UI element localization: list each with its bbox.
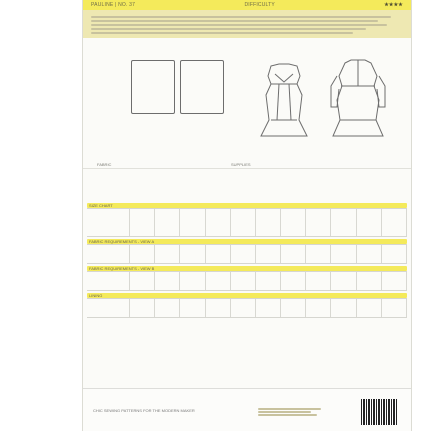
lining-table <box>87 298 407 318</box>
barcode <box>361 399 397 425</box>
fabric-heading: FABRIC <box>97 162 112 167</box>
back-bodice-drawing <box>180 60 224 114</box>
fabric-view-b-band: FABRIC REQUIREMENTS - VIEW B <box>87 266 407 271</box>
difficulty-stars: ★★★★ <box>384 2 403 8</box>
technical-drawings <box>83 38 411 169</box>
row-label <box>87 281 105 290</box>
pattern-number: PAULINE | NO. 37 <box>91 2 136 8</box>
lining-band: LINING <box>87 293 407 298</box>
row-label <box>87 272 105 281</box>
difficulty-label: DIFFICULTY <box>244 2 275 8</box>
footer-brand-text: CHIC SEWING PATTERNS FOR THE MODERN MAKER <box>93 408 195 413</box>
dress-back-drawing <box>327 58 389 138</box>
pattern-description-block <box>83 10 411 38</box>
description-line <box>91 24 387 26</box>
fabric-view-a-table <box>87 244 407 264</box>
row-label <box>87 209 105 218</box>
footer-line <box>258 414 317 416</box>
description-line <box>91 20 378 22</box>
size-chart-table <box>87 208 407 237</box>
top-banner <box>83 0 411 10</box>
row-label <box>87 308 105 317</box>
footer-line <box>258 411 311 413</box>
dress-front-drawing <box>253 62 315 138</box>
fabric-view-a-band: FABRIC REQUIREMENTS - VIEW A <box>87 239 407 244</box>
size-chart-band: SIZE CHART <box>87 203 407 208</box>
fabric-view-b-table <box>87 271 407 291</box>
row-label <box>87 254 105 263</box>
row-label <box>87 245 105 254</box>
row-label <box>87 227 105 236</box>
measurement-section <box>83 162 411 318</box>
row-label <box>87 299 105 308</box>
front-bodice-drawing <box>131 60 175 114</box>
footer-line <box>258 408 321 410</box>
envelope-footer <box>83 388 411 431</box>
description-line <box>91 16 391 18</box>
supplies-heading: SUPPLIES <box>231 162 251 167</box>
row-label <box>87 218 105 227</box>
pattern-sheet <box>82 0 412 431</box>
description-line <box>91 28 366 30</box>
description-line <box>91 32 353 34</box>
footer-small-copy <box>258 407 328 417</box>
